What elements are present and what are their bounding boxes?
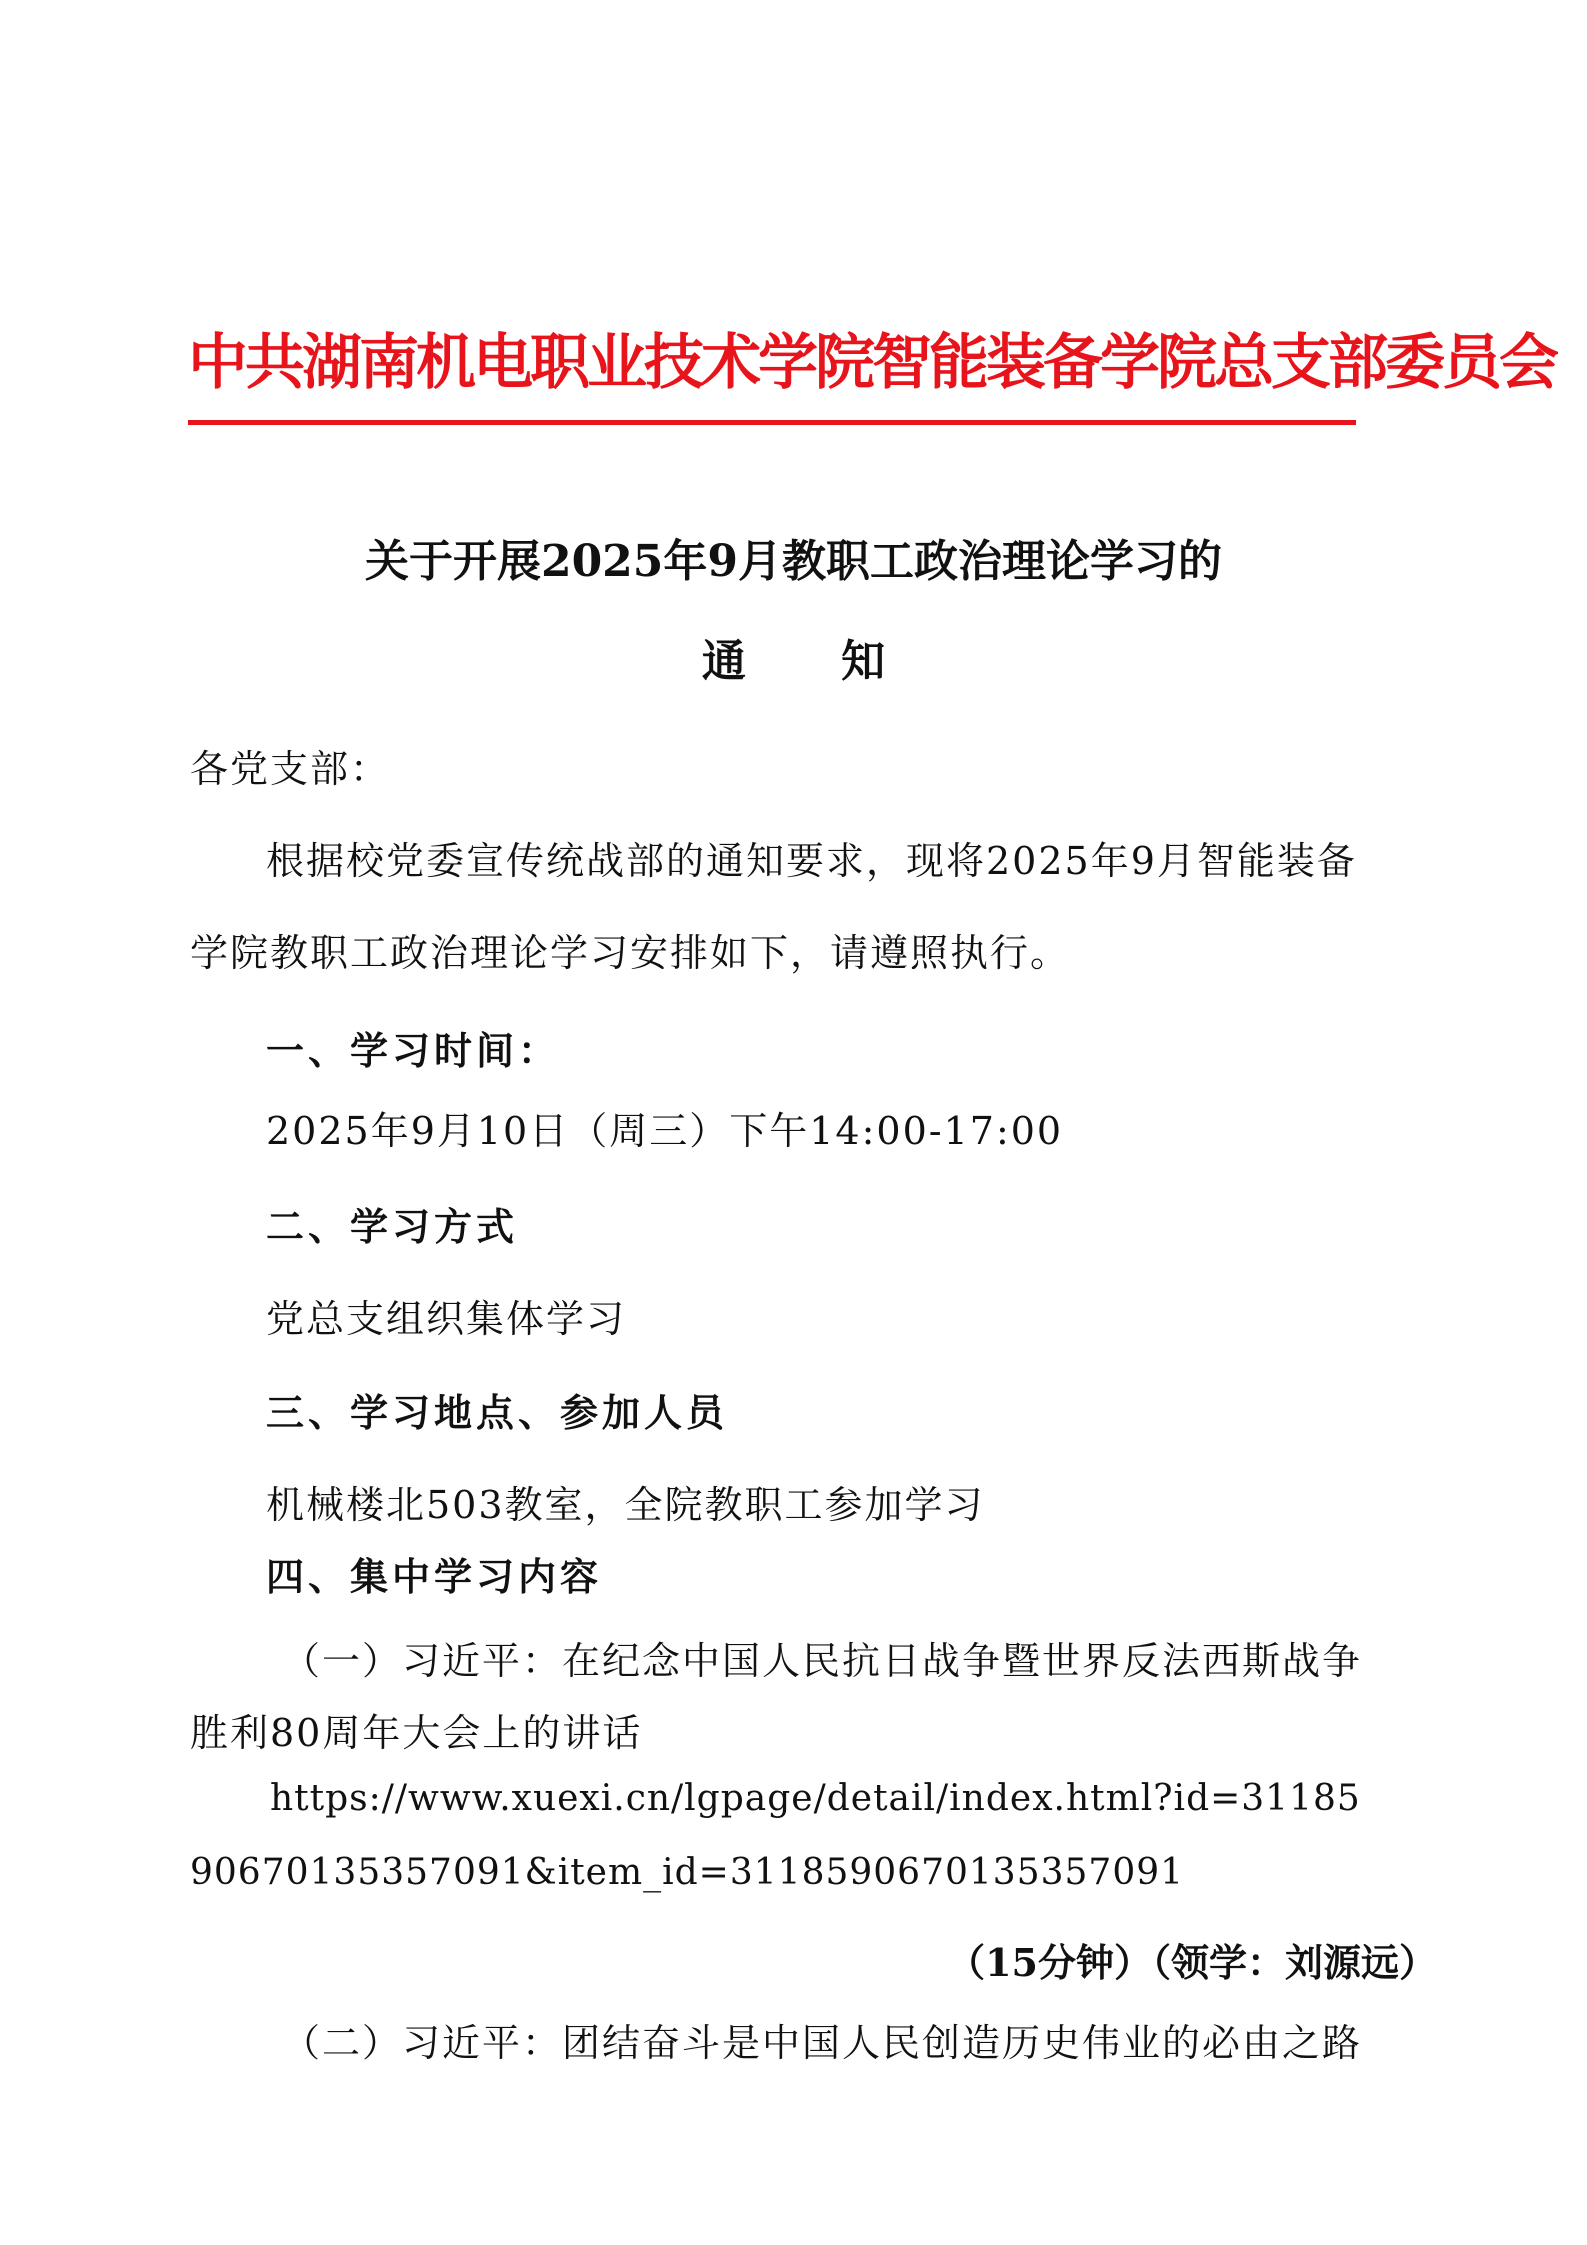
greeting: 各党支部： [190, 747, 391, 791]
section-1-text: 2025年9月10日（周三）下午14:00-17:00 [266, 1109, 1064, 1153]
section-2-text: 党总支组织集体学习 [266, 1297, 627, 1341]
item-2-line1: （二）习近平：团结奋斗是中国人民创造历史伟业的必由之路 [282, 2021, 1363, 2065]
intro-line1: 根据校党委宣传统战部的通知要求，现将2025年9月智能装备 [266, 839, 1357, 883]
notice-title-line2: 通 知 [701, 636, 926, 687]
org-title: 中共湖南机电职业技术学院智能装备学院总支部委员会 [188, 328, 1556, 398]
section-4-heading: 四、集中学习内容 [266, 1554, 603, 1599]
item-1-meta: （15分钟）（领学：刘源远） [947, 1940, 1437, 1985]
section-3-heading: 三、学习地点、参加人员 [266, 1390, 729, 1435]
item-1-line1: （一）习近平：在纪念中国人民抗日战争暨世界反法西斯战争 [282, 1639, 1363, 1683]
intro-line2: 学院教职工政治理论学习安排如下，请遵照执行。 [190, 931, 1071, 975]
item-1-url-line2[interactable]: 90670135357091&item_id=3118590670135357091 [190, 1852, 1185, 1893]
header-red-rule [188, 420, 1356, 425]
item-1-line2: 胜利80周年大会上的讲话 [190, 1711, 643, 1755]
notice-title-line1: 关于开展2025年9月教职工政治理论学习的 [364, 536, 1223, 587]
section-2-heading: 二、学习方式 [266, 1204, 519, 1249]
section-1-heading: 一、学习时间： [266, 1028, 561, 1073]
item-1-url-line1[interactable]: https://www.xuexi.cn/lgpage/detail/index.html?id=31185 [270, 1778, 1361, 1819]
section-3-text: 机械楼北503教室，全院教职工参加学习 [266, 1483, 985, 1527]
